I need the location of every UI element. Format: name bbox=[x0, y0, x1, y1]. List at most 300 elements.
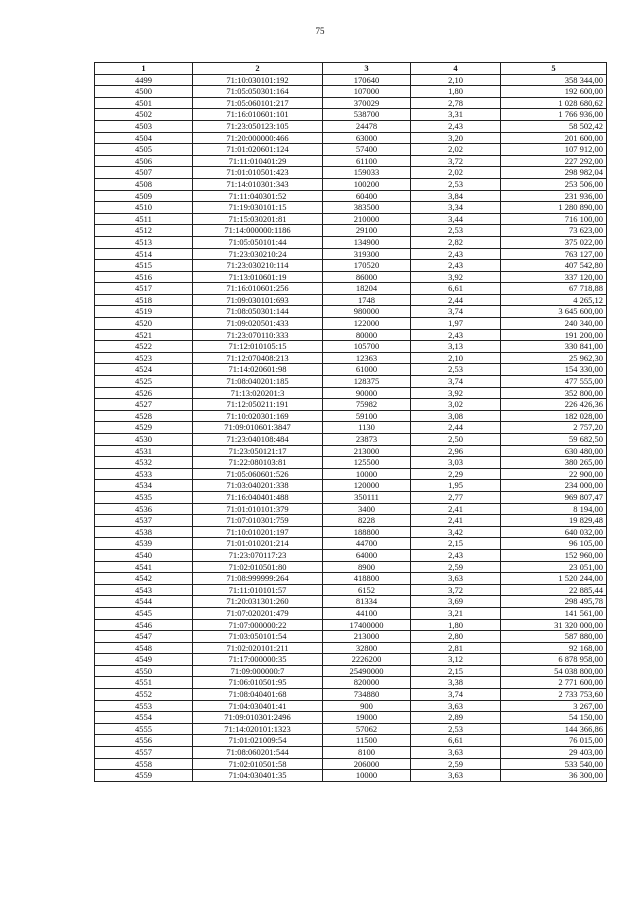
table-cell-col-3: 8900 bbox=[323, 561, 411, 573]
table-row bbox=[95, 97, 607, 109]
table-row bbox=[95, 341, 607, 353]
column-header-5: 5 bbox=[501, 63, 607, 75]
table-cell-col-2: 71:23:030210:114 bbox=[193, 260, 323, 272]
table-cell-col-2: 71:14:020101:1323 bbox=[193, 723, 323, 735]
table-cell-col-1: 4526 bbox=[95, 387, 193, 399]
table-row bbox=[95, 167, 607, 179]
table-cell-col-5: 2 757,20 bbox=[501, 422, 607, 434]
table-cell-col-4: 1,80 bbox=[411, 86, 501, 98]
table-cell-col-3: 980000 bbox=[323, 306, 411, 318]
table-cell-col-2: 71:12:010105:15 bbox=[193, 341, 323, 353]
table-cell-col-3: 1748 bbox=[323, 294, 411, 306]
table-header bbox=[95, 63, 607, 75]
table-row bbox=[95, 607, 607, 619]
table-cell-col-5: 22 885,44 bbox=[501, 584, 607, 596]
table-row bbox=[95, 491, 607, 503]
table-cell-col-2: 71:09:010301:2496 bbox=[193, 712, 323, 724]
table-cell-col-4: 2,10 bbox=[411, 74, 501, 86]
table-cell-col-3: 80000 bbox=[323, 329, 411, 341]
table-cell-col-4: 1,80 bbox=[411, 619, 501, 631]
table-cell-col-1: 4559 bbox=[95, 770, 193, 782]
table-cell-col-2: 71:02:010501:80 bbox=[193, 561, 323, 573]
table-row bbox=[95, 503, 607, 515]
table-cell-col-3: 81334 bbox=[323, 596, 411, 608]
table-cell-col-4: 2,53 bbox=[411, 178, 501, 190]
table-cell-col-3: 213000 bbox=[323, 445, 411, 457]
table-cell-col-4: 2,41 bbox=[411, 515, 501, 527]
table-cell-col-1: 4499 bbox=[95, 74, 193, 86]
table-cell-col-5: 54 038 800,00 bbox=[501, 665, 607, 677]
table-cell-col-5: 1 766 936,00 bbox=[501, 109, 607, 121]
table-cell-col-2: 71:16:040401:488 bbox=[193, 491, 323, 503]
table-row bbox=[95, 236, 607, 248]
table-cell-col-1: 4506 bbox=[95, 155, 193, 167]
table-cell-col-5: 587 880,00 bbox=[501, 631, 607, 643]
table-cell-col-2: 71:08:999999:264 bbox=[193, 573, 323, 585]
table-cell-col-2: 71:23:030210:24 bbox=[193, 248, 323, 260]
table-cell-col-3: 350111 bbox=[323, 491, 411, 503]
table-cell-col-4: 3,08 bbox=[411, 410, 501, 422]
table-cell-col-4: 1,95 bbox=[411, 480, 501, 492]
table-row bbox=[95, 213, 607, 225]
table-cell-col-4: 3,03 bbox=[411, 457, 501, 469]
table-cell-col-5: 29 403,00 bbox=[501, 747, 607, 759]
table-cell-col-1: 4529 bbox=[95, 422, 193, 434]
table-cell-col-4: 2,89 bbox=[411, 712, 501, 724]
table-cell-col-2: 71:20:000000:466 bbox=[193, 132, 323, 144]
table-row bbox=[95, 619, 607, 631]
table-cell-col-5: 36 300,00 bbox=[501, 770, 607, 782]
table-cell-col-1: 4513 bbox=[95, 236, 193, 248]
table-row bbox=[95, 584, 607, 596]
table-cell-col-1: 4538 bbox=[95, 526, 193, 538]
table-cell-col-1: 4540 bbox=[95, 549, 193, 561]
table-cell-col-5: 154 330,00 bbox=[501, 364, 607, 376]
table-cell-col-1: 4515 bbox=[95, 260, 193, 272]
table-cell-col-3: 820000 bbox=[323, 677, 411, 689]
table-cell-col-2: 71:14:020601:98 bbox=[193, 364, 323, 376]
table-row bbox=[95, 549, 607, 561]
table-cell-col-4: 2,29 bbox=[411, 468, 501, 480]
table-cell-col-5: 25 962,30 bbox=[501, 352, 607, 364]
table-cell-col-4: 3,34 bbox=[411, 202, 501, 214]
table-cell-col-5: 477 555,00 bbox=[501, 376, 607, 388]
table-row bbox=[95, 654, 607, 666]
table-cell-col-1: 4514 bbox=[95, 248, 193, 260]
table-row bbox=[95, 480, 607, 492]
table-cell-col-3: 90000 bbox=[323, 387, 411, 399]
table-row bbox=[95, 318, 607, 330]
table-cell-col-2: 71:07:010301:759 bbox=[193, 515, 323, 527]
table-cell-col-5: 234 000,00 bbox=[501, 480, 607, 492]
table-cell-col-5: 182 028,00 bbox=[501, 410, 607, 422]
table-cell-col-3: 107000 bbox=[323, 86, 411, 98]
table-cell-col-1: 4536 bbox=[95, 503, 193, 515]
table-row bbox=[95, 410, 607, 422]
table-cell-col-2: 71:14:010301:343 bbox=[193, 178, 323, 190]
table-cell-col-4: 2,53 bbox=[411, 364, 501, 376]
table-cell-col-4: 2,02 bbox=[411, 167, 501, 179]
table-cell-col-3: 170520 bbox=[323, 260, 411, 272]
table-cell-col-3: 75982 bbox=[323, 399, 411, 411]
table-cell-col-3: 59100 bbox=[323, 410, 411, 422]
table-cell-col-3: 170640 bbox=[323, 74, 411, 86]
table-cell-col-2: 71:04:030401:35 bbox=[193, 770, 323, 782]
table-row bbox=[95, 770, 607, 782]
table-cell-col-4: 3,13 bbox=[411, 341, 501, 353]
table-cell-col-1: 4541 bbox=[95, 561, 193, 573]
table-cell-col-3: 44100 bbox=[323, 607, 411, 619]
table-cell-col-4: 3,74 bbox=[411, 689, 501, 701]
table-cell-col-3: 2226200 bbox=[323, 654, 411, 666]
table-cell-col-2: 71:13:020201:3 bbox=[193, 387, 323, 399]
table-cell-col-5: 298 982,04 bbox=[501, 167, 607, 179]
table-cell-col-5: 716 100,00 bbox=[501, 213, 607, 225]
table-row bbox=[95, 271, 607, 283]
table-cell-col-3: 8228 bbox=[323, 515, 411, 527]
table-row bbox=[95, 445, 607, 457]
table-cell-col-5: 191 200,00 bbox=[501, 329, 607, 341]
table-cell-col-5: 6 878 958,00 bbox=[501, 654, 607, 666]
table-cell-col-2: 71:03:050101:54 bbox=[193, 631, 323, 643]
table-cell-col-5: 380 265,00 bbox=[501, 457, 607, 469]
table-cell-col-5: 337 120,00 bbox=[501, 271, 607, 283]
table-cell-col-5: 76 015,00 bbox=[501, 735, 607, 747]
table-row bbox=[95, 306, 607, 318]
table-cell-col-5: 1 028 680,62 bbox=[501, 97, 607, 109]
table-cell-col-3: 418800 bbox=[323, 573, 411, 585]
table-cell-col-2: 71:09:010601:3847 bbox=[193, 422, 323, 434]
table-cell-col-2: 71:05:060101:217 bbox=[193, 97, 323, 109]
table-cell-col-5: 640 032,00 bbox=[501, 526, 607, 538]
table-cell-col-3: 210000 bbox=[323, 213, 411, 225]
table-cell-col-1: 4558 bbox=[95, 758, 193, 770]
table-cell-col-2: 71:08:040401:68 bbox=[193, 689, 323, 701]
column-header-3: 3 bbox=[323, 63, 411, 75]
table-cell-col-3: 10000 bbox=[323, 468, 411, 480]
table-cell-col-5: 2 733 753,60 bbox=[501, 689, 607, 701]
table-cell-col-5: 141 561,00 bbox=[501, 607, 607, 619]
table-cell-col-1: 4531 bbox=[95, 445, 193, 457]
table-cell-col-2: 71:01:010101:379 bbox=[193, 503, 323, 515]
table-cell-col-2: 71:16:010601:101 bbox=[193, 109, 323, 121]
table-cell-col-5: 4 265,12 bbox=[501, 294, 607, 306]
table-cell-col-1: 4550 bbox=[95, 665, 193, 677]
table-row bbox=[95, 434, 607, 446]
table-cell-col-1: 4525 bbox=[95, 376, 193, 388]
table-cell-col-5: 22 900,00 bbox=[501, 468, 607, 480]
table-cell-col-3: 61000 bbox=[323, 364, 411, 376]
table-cell-col-3: 900 bbox=[323, 700, 411, 712]
table-cell-col-2: 71:01:010201:214 bbox=[193, 538, 323, 550]
table-cell-col-1: 4532 bbox=[95, 457, 193, 469]
table-cell-col-1: 4551 bbox=[95, 677, 193, 689]
table-cell-col-3: 134900 bbox=[323, 236, 411, 248]
table-row bbox=[95, 422, 607, 434]
table-cell-col-2: 71:15:030201:81 bbox=[193, 213, 323, 225]
table-cell-col-4: 2,81 bbox=[411, 642, 501, 654]
table-cell-col-5: 8 194,00 bbox=[501, 503, 607, 515]
table-cell-col-3: 319300 bbox=[323, 248, 411, 260]
table-cell-col-2: 71:02:020101:211 bbox=[193, 642, 323, 654]
table-cell-col-2: 71:23:050123:105 bbox=[193, 120, 323, 132]
table-cell-col-3: 24478 bbox=[323, 120, 411, 132]
table-cell-col-4: 3,74 bbox=[411, 306, 501, 318]
table-cell-col-3: 32800 bbox=[323, 642, 411, 654]
table-cell-col-4: 3,21 bbox=[411, 607, 501, 619]
table-row bbox=[95, 457, 607, 469]
table-cell-col-2: 71:12:070408:213 bbox=[193, 352, 323, 364]
table-cell-col-5: 375 022,00 bbox=[501, 236, 607, 248]
table-cell-col-2: 71:09:030101:693 bbox=[193, 294, 323, 306]
table-cell-col-3: 8100 bbox=[323, 747, 411, 759]
table-cell-col-4: 3,63 bbox=[411, 700, 501, 712]
table-cell-col-5: 54 150,00 bbox=[501, 712, 607, 724]
table-cell-col-3: 18204 bbox=[323, 283, 411, 295]
table-cell-col-5: 23 051,00 bbox=[501, 561, 607, 573]
table-cell-col-5: 1 280 890,00 bbox=[501, 202, 607, 214]
table-cell-col-2: 71:10:010201:197 bbox=[193, 526, 323, 538]
table-cell-col-4: 2,43 bbox=[411, 248, 501, 260]
table-cell-col-1: 4548 bbox=[95, 642, 193, 654]
table-row bbox=[95, 202, 607, 214]
table-cell-col-5: 31 320 000,00 bbox=[501, 619, 607, 631]
table-cell-col-2: 71:05:060601:526 bbox=[193, 468, 323, 480]
table-cell-col-4: 2,43 bbox=[411, 329, 501, 341]
table-cell-col-3: 125500 bbox=[323, 457, 411, 469]
table-cell-col-1: 4523 bbox=[95, 352, 193, 364]
table-row bbox=[95, 178, 607, 190]
table-row bbox=[95, 758, 607, 770]
table-cell-col-4: 3,69 bbox=[411, 596, 501, 608]
table-cell-col-2: 71:01:021009:54 bbox=[193, 735, 323, 747]
table-cell-col-1: 4542 bbox=[95, 573, 193, 585]
table-cell-col-1: 4500 bbox=[95, 86, 193, 98]
table-cell-col-3: 12363 bbox=[323, 352, 411, 364]
table-cell-col-2: 71:12:050211:191 bbox=[193, 399, 323, 411]
table-cell-col-5: 226 426,36 bbox=[501, 399, 607, 411]
table-cell-col-4: 2,44 bbox=[411, 294, 501, 306]
table-row bbox=[95, 294, 607, 306]
table-row bbox=[95, 399, 607, 411]
table-cell-col-3: 61100 bbox=[323, 155, 411, 167]
table-cell-col-4: 2,80 bbox=[411, 631, 501, 643]
table-row bbox=[95, 74, 607, 86]
table-cell-col-4: 3,12 bbox=[411, 654, 501, 666]
table-cell-col-3: 63000 bbox=[323, 132, 411, 144]
table-cell-col-4: 3,63 bbox=[411, 747, 501, 759]
table-cell-col-2: 71:08:060201:544 bbox=[193, 747, 323, 759]
table-cell-col-5: 330 841,00 bbox=[501, 341, 607, 353]
table-cell-col-1: 4519 bbox=[95, 306, 193, 318]
table-row bbox=[95, 248, 607, 260]
table-cell-col-5: 763 127,00 bbox=[501, 248, 607, 260]
table-cell-col-5: 352 800,00 bbox=[501, 387, 607, 399]
table-cell-col-4: 2,43 bbox=[411, 260, 501, 272]
table-cell-col-4: 3,92 bbox=[411, 271, 501, 283]
table-cell-col-4: 2,50 bbox=[411, 434, 501, 446]
table-cell-col-2: 71:09:000000:7 bbox=[193, 665, 323, 677]
table-cell-col-3: 10000 bbox=[323, 770, 411, 782]
table-cell-col-5: 407 542,80 bbox=[501, 260, 607, 272]
table-row bbox=[95, 596, 607, 608]
table-cell-col-4: 2,77 bbox=[411, 491, 501, 503]
table-cell-col-3: 57062 bbox=[323, 723, 411, 735]
table-cell-col-5: 630 480,00 bbox=[501, 445, 607, 457]
table-cell-col-1: 4537 bbox=[95, 515, 193, 527]
table-cell-col-3: 19000 bbox=[323, 712, 411, 724]
cadastral-value-table bbox=[94, 62, 607, 782]
table-cell-col-5: 231 936,00 bbox=[501, 190, 607, 202]
table-cell-col-1: 4517 bbox=[95, 283, 193, 295]
table-cell-col-3: 383500 bbox=[323, 202, 411, 214]
table-cell-col-1: 4520 bbox=[95, 318, 193, 330]
table-cell-col-2: 71:16:010601:256 bbox=[193, 283, 323, 295]
table-cell-col-5: 67 718,88 bbox=[501, 283, 607, 295]
table-row bbox=[95, 283, 607, 295]
table-cell-col-4: 3,31 bbox=[411, 109, 501, 121]
table-cell-col-4: 2,10 bbox=[411, 352, 501, 364]
table-cell-col-4: 2,59 bbox=[411, 561, 501, 573]
table-cell-col-4: 2,53 bbox=[411, 723, 501, 735]
table-cell-col-1: 4512 bbox=[95, 225, 193, 237]
table-cell-col-1: 4503 bbox=[95, 120, 193, 132]
table-row bbox=[95, 665, 607, 677]
table-cell-col-1: 4527 bbox=[95, 399, 193, 411]
table-cell-col-2: 71:11:010401:29 bbox=[193, 155, 323, 167]
table-cell-col-1: 4544 bbox=[95, 596, 193, 608]
table-cell-col-2: 71:08:050301:144 bbox=[193, 306, 323, 318]
header-row bbox=[95, 63, 607, 75]
table-row bbox=[95, 364, 607, 376]
table-cell-col-1: 4545 bbox=[95, 607, 193, 619]
table-cell-col-1: 4521 bbox=[95, 329, 193, 341]
table-cell-col-3: 213000 bbox=[323, 631, 411, 643]
table-cell-col-2: 71:03:040201:338 bbox=[193, 480, 323, 492]
table-cell-col-2: 71:06:010501:95 bbox=[193, 677, 323, 689]
table-cell-col-2: 71:14:000000:1186 bbox=[193, 225, 323, 237]
table-row bbox=[95, 538, 607, 550]
table-cell-col-1: 4549 bbox=[95, 654, 193, 666]
table-cell-col-3: 370029 bbox=[323, 97, 411, 109]
table-cell-col-3: 29100 bbox=[323, 225, 411, 237]
table-row bbox=[95, 689, 607, 701]
table-cell-col-3: 100200 bbox=[323, 178, 411, 190]
table-cell-col-3: 64000 bbox=[323, 549, 411, 561]
table-row bbox=[95, 561, 607, 573]
table-cell-col-5: 58 502,42 bbox=[501, 120, 607, 132]
table-row bbox=[95, 190, 607, 202]
table-cell-col-4: 2,78 bbox=[411, 97, 501, 109]
table-row bbox=[95, 735, 607, 747]
table-cell-col-4: 2,43 bbox=[411, 120, 501, 132]
column-header-2: 2 bbox=[193, 63, 323, 75]
table-cell-col-5: 144 366,86 bbox=[501, 723, 607, 735]
table-cell-col-1: 4552 bbox=[95, 689, 193, 701]
table-cell-col-1: 4539 bbox=[95, 538, 193, 550]
table-row bbox=[95, 700, 607, 712]
table-cell-col-3: 3400 bbox=[323, 503, 411, 515]
table-cell-col-1: 4534 bbox=[95, 480, 193, 492]
table-cell-col-1: 4502 bbox=[95, 109, 193, 121]
table-cell-col-2: 71:05:050101:44 bbox=[193, 236, 323, 248]
table-cell-col-4: 3,72 bbox=[411, 584, 501, 596]
table-cell-col-5: 19 829,48 bbox=[501, 515, 607, 527]
table-row bbox=[95, 376, 607, 388]
table-row bbox=[95, 631, 607, 643]
table-cell-col-5: 3 645 600,00 bbox=[501, 306, 607, 318]
table-cell-col-4: 2,44 bbox=[411, 422, 501, 434]
table-cell-col-1: 4522 bbox=[95, 341, 193, 353]
table-cell-col-1: 4501 bbox=[95, 97, 193, 109]
table-cell-col-2: 71:09:020501:433 bbox=[193, 318, 323, 330]
table-cell-col-2: 71:23:050121:17 bbox=[193, 445, 323, 457]
table-row bbox=[95, 132, 607, 144]
table-cell-col-1: 4554 bbox=[95, 712, 193, 724]
table-cell-col-4: 6,61 bbox=[411, 283, 501, 295]
table-cell-col-4: 3,02 bbox=[411, 399, 501, 411]
page-number: 75 bbox=[315, 26, 325, 36]
table-cell-col-1: 4518 bbox=[95, 294, 193, 306]
table-cell-col-1: 4546 bbox=[95, 619, 193, 631]
table-cell-col-3: 122000 bbox=[323, 318, 411, 330]
table-cell-col-2: 71:19:030101:15 bbox=[193, 202, 323, 214]
table-cell-col-2: 71:10:030101:192 bbox=[193, 74, 323, 86]
table-cell-col-2: 71:22:080103:81 bbox=[193, 457, 323, 469]
table-cell-col-2: 71:02:010501:58 bbox=[193, 758, 323, 770]
table-row bbox=[95, 526, 607, 538]
table-cell-col-2: 71:11:010101:57 bbox=[193, 584, 323, 596]
table-cell-col-1: 4524 bbox=[95, 364, 193, 376]
table-cell-col-3: 1130 bbox=[323, 422, 411, 434]
table-cell-col-2: 71:08:040201:185 bbox=[193, 376, 323, 388]
table-cell-col-1: 4556 bbox=[95, 735, 193, 747]
table-cell-col-5: 2 771 600,00 bbox=[501, 677, 607, 689]
table-row bbox=[95, 120, 607, 132]
table-cell-col-1: 4528 bbox=[95, 410, 193, 422]
table-cell-col-5: 96 105,00 bbox=[501, 538, 607, 550]
table-cell-col-2: 71:07:000000:22 bbox=[193, 619, 323, 631]
table-cell-col-4: 3,42 bbox=[411, 526, 501, 538]
table-cell-col-1: 4535 bbox=[95, 491, 193, 503]
table-cell-col-4: 2,41 bbox=[411, 503, 501, 515]
table-cell-col-4: 2,02 bbox=[411, 144, 501, 156]
table-row bbox=[95, 515, 607, 527]
table-cell-col-2: 71:17:000000:35 bbox=[193, 654, 323, 666]
table-cell-col-4: 2,15 bbox=[411, 538, 501, 550]
table-cell-col-4: 3,63 bbox=[411, 770, 501, 782]
table-cell-col-1: 4508 bbox=[95, 178, 193, 190]
table-row bbox=[95, 109, 607, 121]
table-cell-col-4: 2,96 bbox=[411, 445, 501, 457]
table-cell-col-3: 86000 bbox=[323, 271, 411, 283]
table-cell-col-2: 71:10:020301:169 bbox=[193, 410, 323, 422]
table-cell-col-3: 206000 bbox=[323, 758, 411, 770]
table-cell-col-4: 2,53 bbox=[411, 225, 501, 237]
table-cell-col-2: 71:23:070117:23 bbox=[193, 549, 323, 561]
table-cell-col-1: 4507 bbox=[95, 167, 193, 179]
table-cell-col-1: 4511 bbox=[95, 213, 193, 225]
table-row bbox=[95, 352, 607, 364]
table-cell-col-2: 71:23:040108:484 bbox=[193, 434, 323, 446]
table-cell-col-3: 44700 bbox=[323, 538, 411, 550]
table-cell-col-1: 4509 bbox=[95, 190, 193, 202]
table-cell-col-2: 71:01:010501:423 bbox=[193, 167, 323, 179]
table-cell-col-4: 3,92 bbox=[411, 387, 501, 399]
table-cell-col-4: 3,20 bbox=[411, 132, 501, 144]
table-cell-col-1: 4505 bbox=[95, 144, 193, 156]
table-cell-col-1: 4533 bbox=[95, 468, 193, 480]
